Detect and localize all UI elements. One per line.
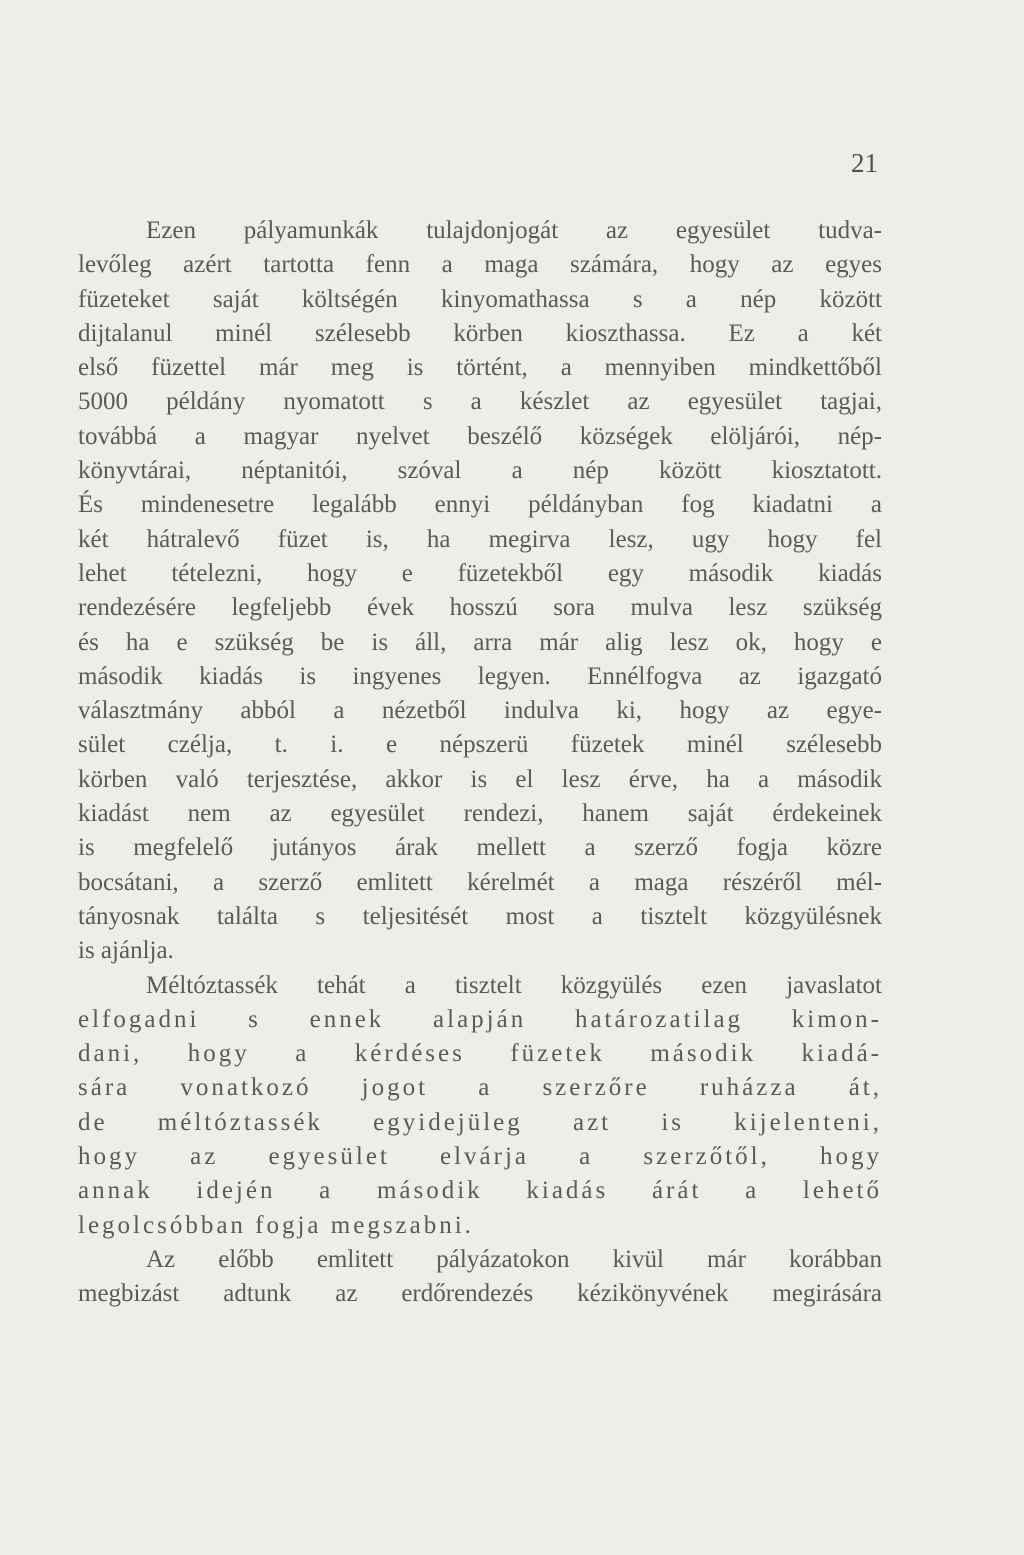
text-line: dijtalanul minél szélesebb körben kioszthassa. Ez a két <box>78 319 882 347</box>
text-line: első füzettel már meg is történt, a mennyiben mindkettőből <box>78 354 882 382</box>
text-line: lehet tételezni, hogy e füzetekből egy második kiadás <box>78 559 882 587</box>
text-line: sára vonatkozó jogot a szerzőre ruházza át, <box>78 1074 882 1102</box>
text-line: második kiadás is ingyenes legyen. Ennélfogva az igazgató <box>78 662 882 690</box>
text-line: levőleg azért tartotta fenn a maga számára, hogy az egyes <box>78 251 882 279</box>
text-line: választmány abból a nézetből indulva ki, hogy az egye- <box>78 697 882 725</box>
text-line: könyvtárai, néptanitói, szóval a nép között kiosztatott. <box>78 457 882 485</box>
text-line: elfogadni s ennek alapján határozatilag kimon- <box>78 1005 882 1033</box>
text-line: is megfelelő jutányos árak mellett a szerző fogja közre <box>78 834 882 862</box>
text-line: sület czélja, t. i. e népszerü füzetek minél szélesebb <box>78 731 882 759</box>
body-text <box>78 214 882 1312</box>
text-line: bocsátani, a szerző emlitett kérelmét a maga részéről mél- <box>78 868 882 896</box>
text-line: körben való terjesztése, akkor is el lesz érve, ha a második <box>78 765 882 793</box>
text-line: és ha e szükség be is áll, arra már alig lesz ok, hogy e <box>78 628 882 656</box>
text-line: annak idején a második kiadás árát a lehető <box>78 1177 882 1205</box>
text-line: de méltóztassék egyidejüleg azt is kijelenteni, <box>78 1108 882 1136</box>
text-line: legolcsóbban fogja megszabni. <box>78 1211 474 1239</box>
text-line: továbbá a magyar nyelvet beszélő községek elöljárói, nép- <box>78 422 882 450</box>
text-line: 5000 példány nyomatott s a készlet az egyesület tagjai, <box>78 388 882 416</box>
text-line: tányosnak találta s teljesitését most a tisztelt közgyülésnek <box>78 902 882 930</box>
text-line: is ajánlja. <box>78 937 174 965</box>
text-line: megbizást adtunk az erdőrendezés kézikönyvének megirására <box>78 1280 882 1308</box>
text-line: rendezésére legfeljebb évek hosszú sora mulva lesz szükség <box>78 594 882 622</box>
text-line: hogy az egyesület elvárja a szerzőtől, hogy <box>78 1143 882 1171</box>
text-line: dani, hogy a kérdéses füzetek második kiadá- <box>78 1040 882 1068</box>
text-line: Méltóztassék tehát a tisztelt közgyülés ezen javaslatot <box>146 971 882 999</box>
text-line: füzeteket saját költségén kinyomathassa s a nép között <box>78 285 882 313</box>
text-line: Az előbb emlitett pályázatokon kivül már korábban <box>146 1245 882 1273</box>
text-line: Ezen pályamunkák tulajdonjogát az egyesület tudva- <box>146 217 882 244</box>
text-line: kiadást nem az egyesület rendezi, hanem saját érdekeinek <box>78 800 882 828</box>
page-number: 21 <box>851 148 878 178</box>
text-line: két hátralevő füzet is, ha megirva lesz, ugy hogy fel <box>78 525 882 553</box>
text-line: És mindenesetre legalább ennyi példányban fog kiadatni a <box>78 491 882 519</box>
